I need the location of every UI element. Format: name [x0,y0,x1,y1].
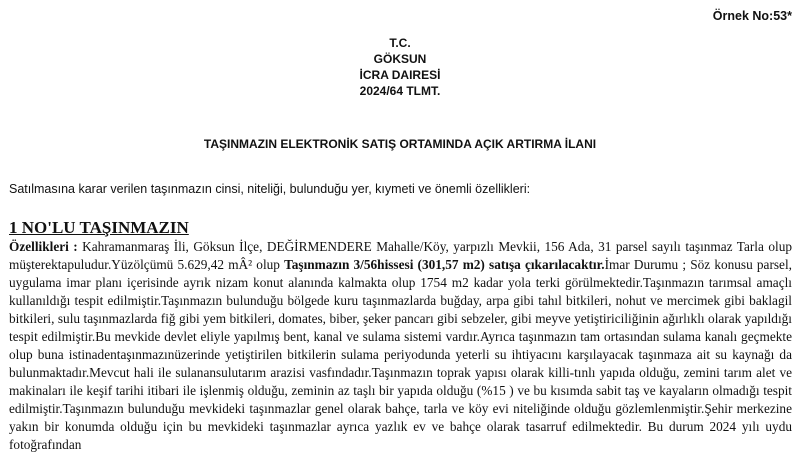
example-number: Örnek No:53* [712,9,792,23]
features-label: Özellikleri : [9,239,78,254]
office-header [0,35,800,99]
notice-title: TAŞINMAZIN ELEKTRONİK SATIŞ ORTAMINDA AÇIK ARTIRMA İLANI [203,137,597,151]
header-tc: T.C. [389,36,411,50]
property-description [9,238,792,454]
description-part1: Kahramanmaraş İli, Göksun İlçe, DEĞİRMENDERE Mahalle/Köy, yarpızlı Mevkii, 156 Ada, 31 parsel sayılı taşınmaz Tarla olup müşterektapuludur.Yüzölçümü 5.629,42 mÂ² olup [9,239,792,272]
share-for-sale: Taşınmazın 3/56hissesi (301,57 m2) satışa çıkarılacaktır. [284,257,605,272]
intro-text: Satılmasına karar verilen taşınmazın cinsi, niteliği, bulunduğu yer, kıymeti ve önemli özellikleri: [9,182,531,196]
header-file-number: 2024/64 TLMT. [359,84,441,98]
header-district: GÖKSUN [373,52,427,66]
section-title: 1 NO'LU TAŞINMAZIN [9,218,189,237]
description-part2: İmar Durumu ; Söz konusu parsel, uygulama imar planı içerisinde ayrık nizam konut alanında kalmakta olup 1754 m2 kadar yola terki görülmektedir.Taşınmazın tarımsal amaçlı kullanıldığı tespit edilmiştir.Taşınmazın bulunduğu bölgede kuru taşınmazlarda buğday, arpa gibi tahıl bitkileri, nohut ve mercimek gibi baklagil bitkileri, sulu taşınmazlarda fiğ gibi yem bitkileri, domates, biber, şeker pancarı gibi sebzeler, gibi meyve yetiştiriciliğinin ağırlıklı olarak yapıldığı tespit edilmiştir.Bu mevkide devlet eliyle yapılmış bent, kanal ve sulama sistemi vardır.Ayrıca taşınmazın tam ortasından sulama kanalı geçmekte olup buna istinadentaşınmazınüzerinde yetiştirilen bitkilerin sulama periyodunda yeterli su ihtiyacını karşılayacak taşınmaza ait su kaynağı da bulunmaktadır.Mevcut hali ile sulanansulutarım arazisi vasfındadır.Taşınmazın toprak yapısı olarak killi-tınlı yapıda olduğu, zemini tarım alet ve makinaları ile keşif tarihi itibari ile işlenmiş olduğu, zeminin az taşlı bir yapıda olduğu (%15 ) ve bu kısımda sabit taş ve kayaların olmadığı tespit edilmiştir.Taşınmazın bulunduğu mevkideki taşınmazlar genel olarak bahçe, tarla ve köy evi niteliğinde olduğu gözlemlenmiştir.Şehir merkezine yakın bir konumda olduğu için bu mevkideki taşınmazlar ayrıca yazlık ev ve bahçe olarak tasarruf edilmektedir. Bu durum 2024 yılı uydu fotoğrafından [9,257,792,452]
header-office: İCRA DAIRESİ [359,68,441,82]
